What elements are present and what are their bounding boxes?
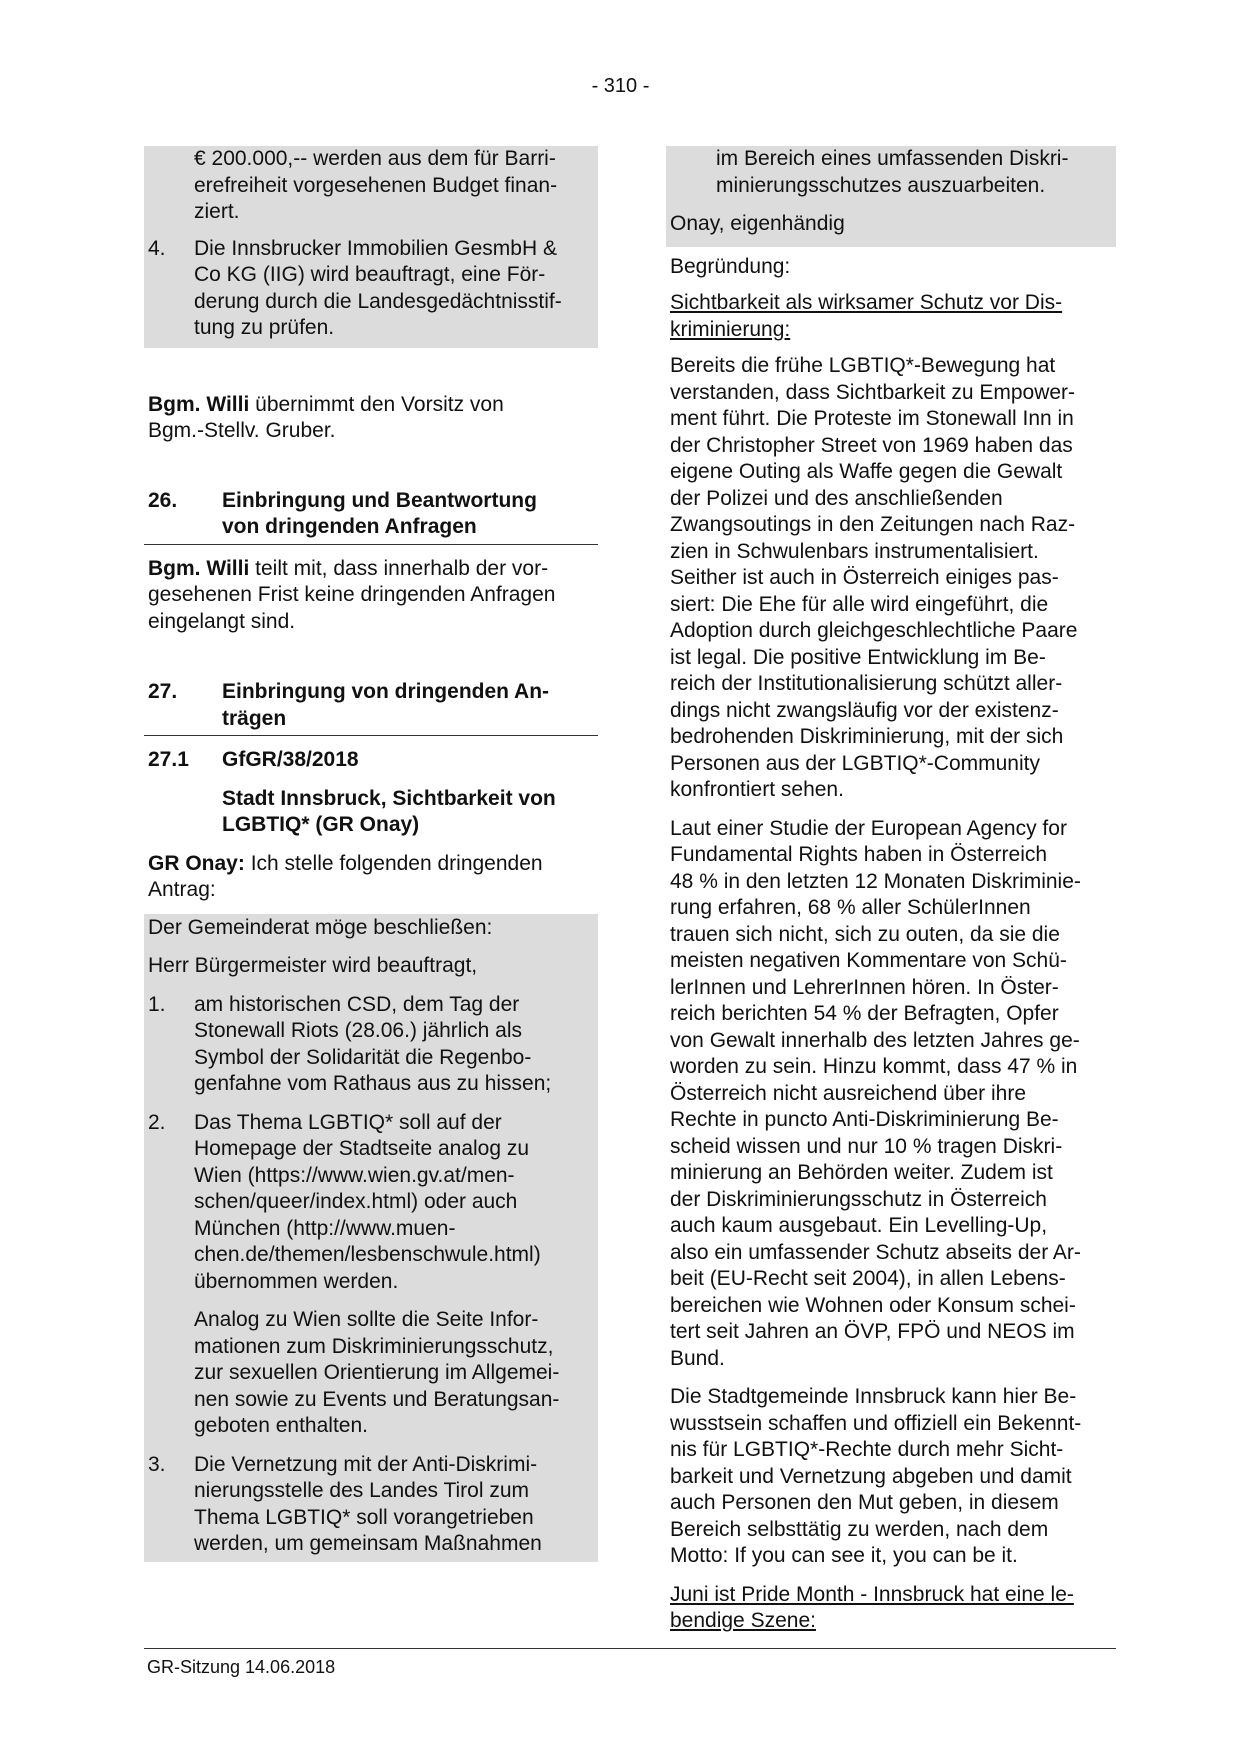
page-number: - 310 - — [591, 75, 650, 97]
section-26-heading: 26. Einbringung und Beantwortung von dringenden Anfragen — [144, 488, 598, 545]
section-27-heading: 27. Einbringung von dringenden An- trägen — [144, 679, 598, 736]
signature: Onay, eigenhändig — [670, 212, 845, 235]
list-item-3: 3. Die Vernetzung mit der Anti-Diskrimi- nierungsstelle des Landes Tirol zum Thema LGBTIQ* soll vorangetrieben werden, um gemeinsam Maßnahmen — [148, 1452, 542, 1555]
section-26-text: Bgm. Willi teilt mit, dass innerhalb der vor- gesehenen Frist keine dringenden Anfragen eingelangt sind. — [148, 556, 556, 633]
section-27-1-title: Stadt Innsbruck, Sichtbarkeit von LGBTIQ* (GR Onay) — [222, 786, 556, 836]
heading-visibility: Sichtbarkeit als wirksamer Schutz vor Dis- kriminierung: — [670, 291, 1063, 341]
begruendung-label: Begründung: — [670, 254, 791, 278]
list-item-1: 1. am historischen CSD, dem Tag der Stonewall Riots (28.06.) jährlich als Symbol der Solidarität die Regenbo- genfahne vom Rathaus aus zu hissen; — [148, 992, 552, 1095]
section-27-1-heading: 27.1 GfGR/38/2018 — [148, 748, 359, 771]
right-column — [666, 146, 1116, 1635]
motion-block — [144, 914, 598, 1562]
footer-session-date: GR-Sitzung 14.06.2018 — [147, 1657, 336, 1677]
motion-mayor: Herr Bürgermeister wird beauftragt, — [148, 954, 478, 977]
list-item-2: 2. Das Thema LGBTIQ* soll auf der Homepage der Stadtseite analog zu Wien (https://www.wien.gv.at/men- schen/queer/index.html) oder auch München (http://www.muen- chen.de/themen/lesbenschwule.html) übernommen werden. — [148, 1110, 541, 1293]
motion-intro: Der Gemeinderat möge beschließen: — [148, 915, 493, 939]
chair-change-paragraph: Bgm. Willi übernimmt den Vorsitz von Bgm.-Stellv. Gruber. — [148, 392, 504, 442]
onay-statement: GR Onay: Ich stelle folgenden dringenden Antrag: — [148, 851, 543, 901]
paragraph-innsbruck-awareness: Die Stadtgemeinde Innsbruck kann hier Be- wusstsein schaffen und offiziell ein Bekennt- nis für LGBTIQ*-Rechte durch mehr Sicht- barkeit und Vernetzung abgeben und damit auch Personen den Mut geben, in diesem Bereich selbsttätig zu werden, nach dem Motto: If you can see it, you can be it. — [670, 1385, 1082, 1567]
footer-divider — [144, 1648, 1116, 1649]
motion-continuation-right: im Bereich eines umfassenden Diskri- minierungsschutzes auszuarbeiten. Onay, eigenhändig — [666, 146, 1116, 247]
budget-text: € 200.000,-- werden aus dem für Barri- erefreiheit vorgesehenen Budget finan- ziert. — [194, 147, 558, 223]
list-item-2-note: Analog zu Wien sollte die Seite Infor- mationen zum Diskriminierungsschutz, zur sexuellen Orientierung im Allgemei- nen sowie zu Events und Beratungsan- geboten enthalten. — [194, 1308, 560, 1437]
paragraph-eu-study: Laut einer Studie der European Agency for Fundamental Rights haben in Österreich 48 % in den letzten 12 Monaten Diskriminie- rung erfahren, 68 % aller SchülerInnen trauen sich nicht, sich zu outen, da sie die meisten negativen Kommentare von Schü- lerInnen und LehrerInnen hören. In Öster- reich berichten 54 % der Befragten, Opfer von Gewalt innerhalb des letzten Jahres ge- worden zu sein. Hinzu kommt, dass 47 % in Österreich nicht ausreichend über ihre Rechte in puncto Anti-Diskriminierung Be- scheid wissen und nur 10 % tragen Diskri- minierung an Behörden weiter. Zudem ist der Diskriminierungsschutz in Österreich auch kaum ausgebaut. Ein Levelling-Up, also ein umfassender Schutz abseits der Ar- beit (EU-Recht seit 2004), in allen Lebens- bereichen wie Wohnen oder Konsum schei- tert seit Jahren an ÖVP, FPÖ und NEOS im Bund. — [670, 816, 1081, 1370]
heading-pride-month: Juni ist Pride Month - Innsbruck hat eine le- bendige Szene: — [670, 1582, 1074, 1632]
motion-continuation-block — [144, 146, 598, 348]
left-column — [144, 146, 598, 1562]
paragraph-lgbtiq-movement: Bereits die frühe LGBTIQ*-Bewegung hat verstanden, dass Sichtbarkeit zu Empower- ment führt. Die Proteste im Stonewall Inn in der Christopher Street von 1969 haben das eigene Outing als Waffe gegen die Gewalt der Polizei und des anschließenden Zwangsoutings in den Zeitungen nach Raz- zien in Schwulenbars instrumentalisiert. Seither ist auch in Österreich einiges pas- siert: Die Ehe für alle wird eingeführt, die Adoption durch gleichgeschlechtliche Paare ist legal. Die positive Entwicklung im Be- reich der Institutionalisierung schützt aller- dings nicht zwangsläufig vor der existenz- bedrohenden Diskriminierung, mit der sich Personen aus der LGBTIQ*-Community konfrontiert sehen. — [670, 354, 1078, 801]
list-item-4: 4. Die Innsbrucker Immobilien GesmbH & Co KG (IIG) wird beauftragt, eine För- derung durch die Landesgedächtnisstif- tung zu prüfen. — [148, 236, 562, 339]
